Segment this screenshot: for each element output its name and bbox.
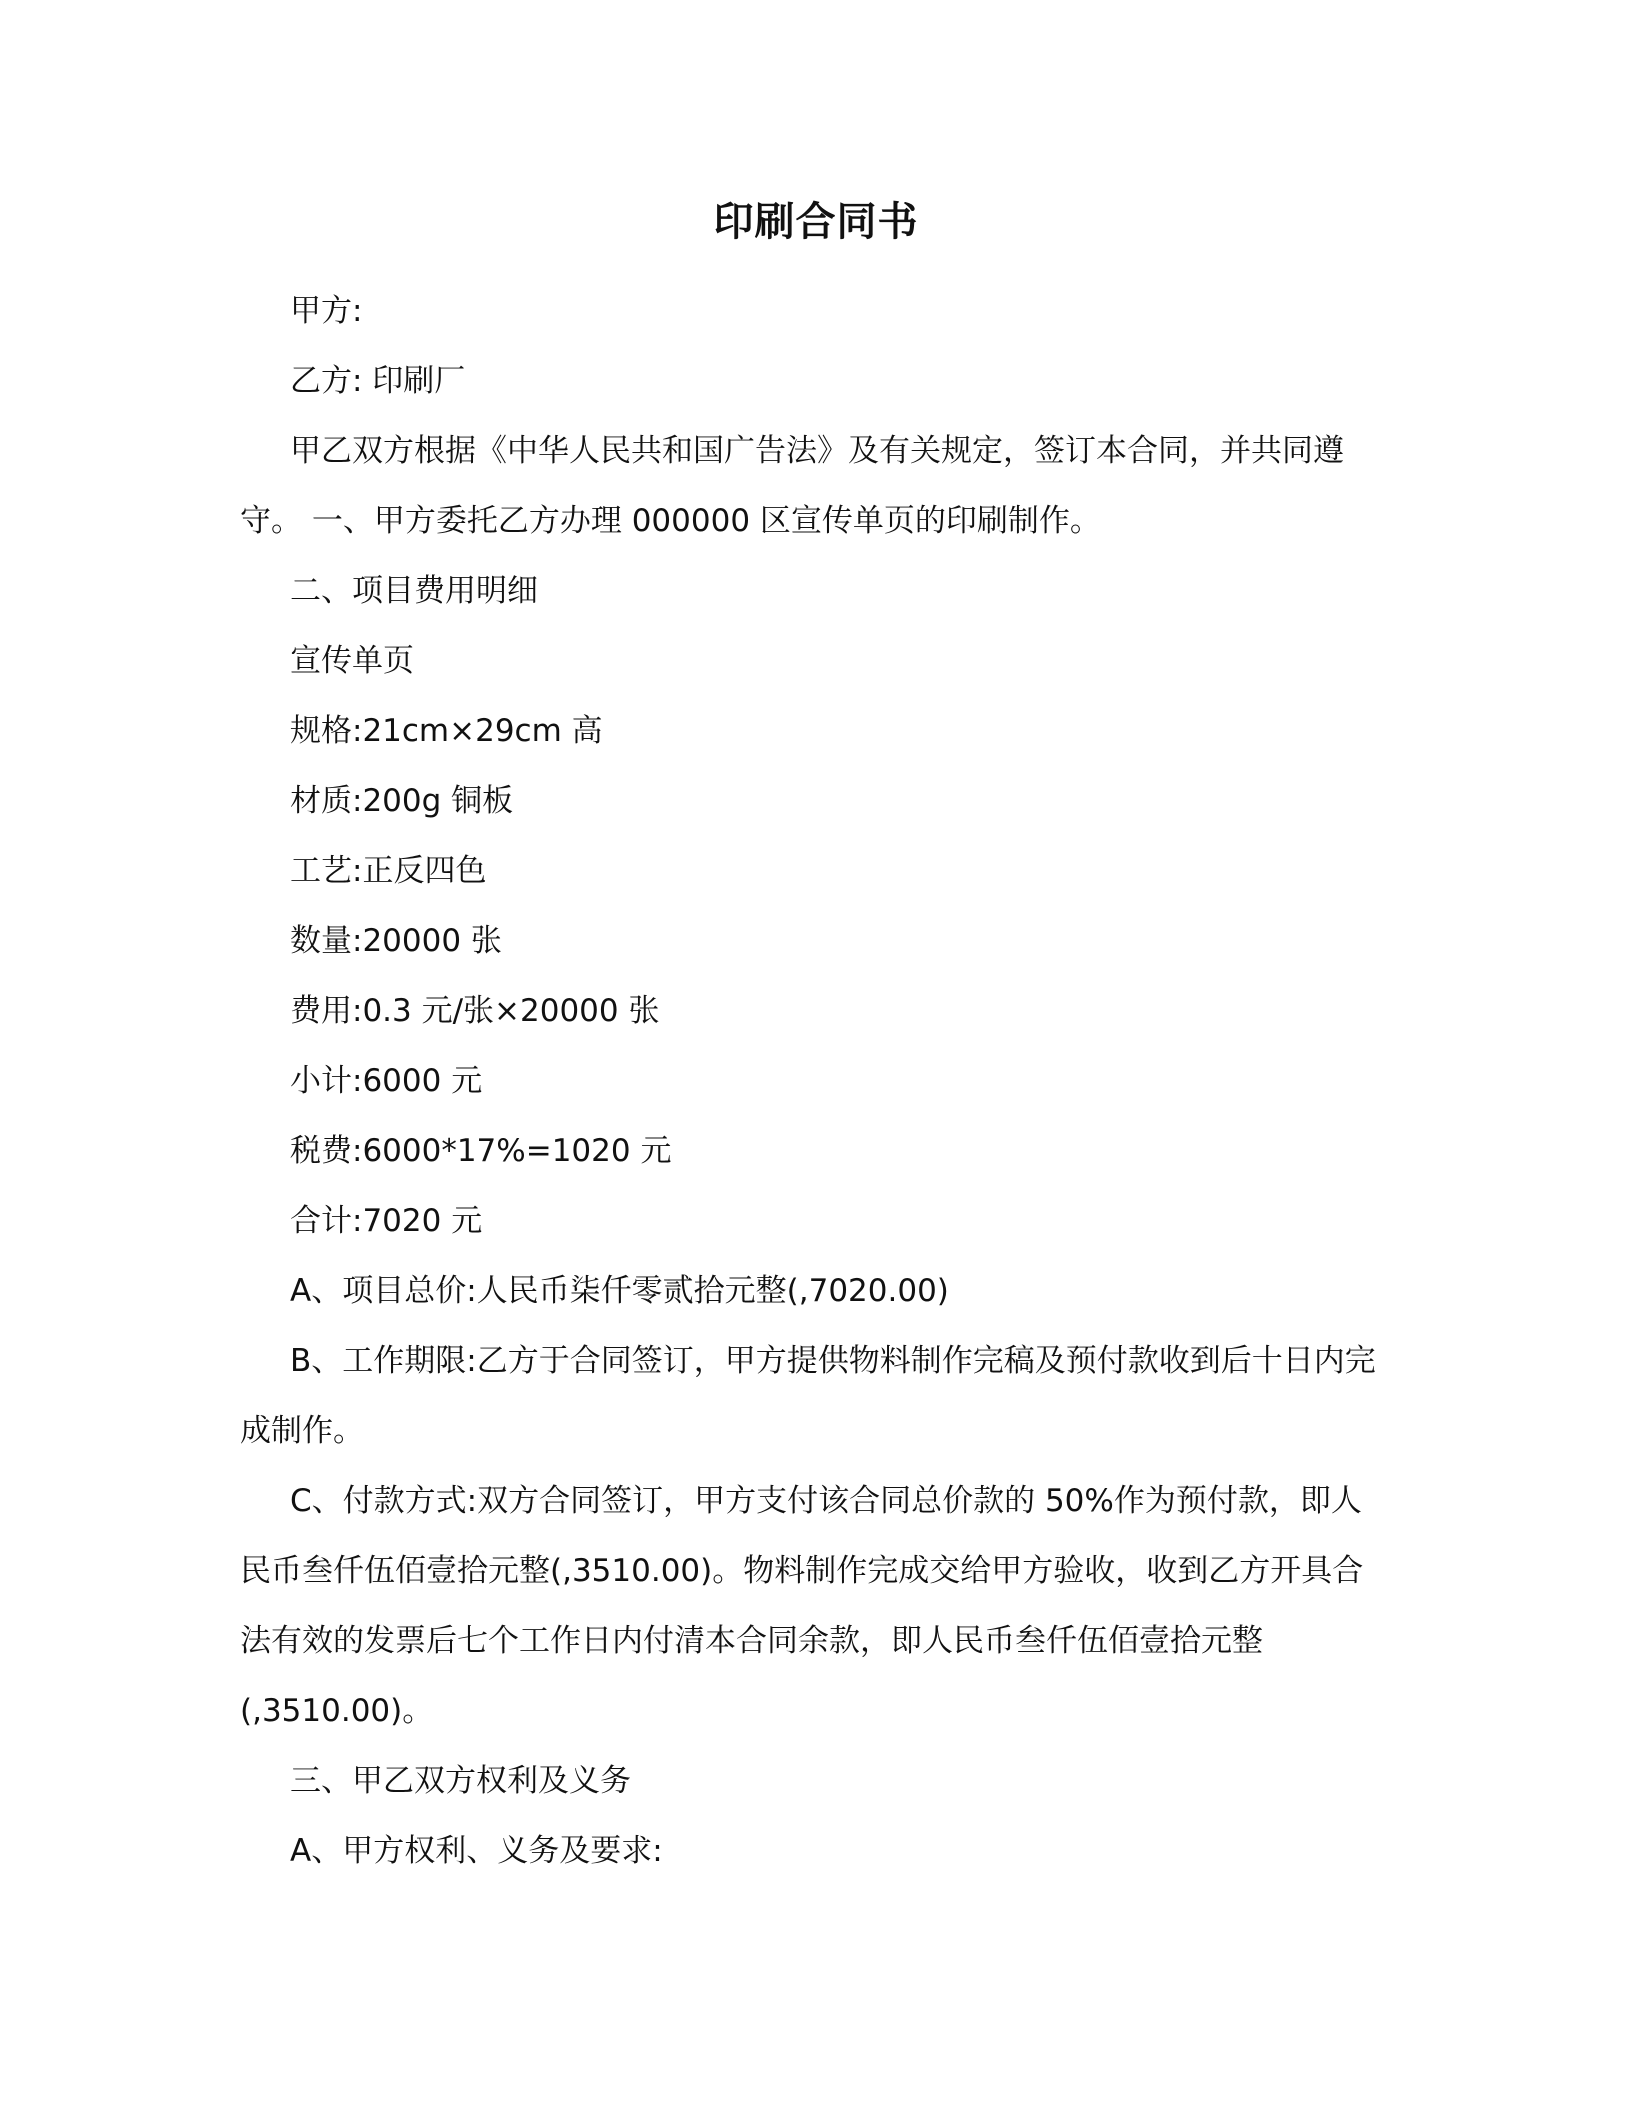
party-b-line: 乙方: 印刷厂 [290, 363, 466, 399]
section-two-heading: 二、项目费用明细 [290, 573, 538, 609]
party-a-line: 甲方: [290, 293, 363, 329]
spec-process: 工艺:正反四色 [290, 853, 487, 889]
spec-cost: 费用:0.3 元/张×20000 张 [290, 993, 660, 1029]
item-name: 宣传单页 [290, 643, 414, 679]
section-three-heading: 三、甲乙双方权利及义务 [290, 1763, 631, 1799]
preamble-paragraph: 甲乙双方根据《中华人民共和国广告法》及有关规定，签订本合同，并共同遵守。 一、甲方委托乙方办理 000000 区宣传单页的印刷制作。 [240, 433, 1344, 539]
clause-a-party-a-rights: A、甲方权利、义务及要求: [290, 1833, 663, 1869]
total-line: 合计:7020 元 [290, 1203, 483, 1239]
document-title: 印刷合同书 [713, 199, 919, 245]
spec-material: 材质:200g 铜板 [290, 783, 514, 819]
clause-c-payment: C、付款方式:双方合同签订，甲方支付该合同总价款的 50%作为预付款，即人民币叁仟伍佰壹拾元整(,3510.00)。物料制作完成交给甲方验收，收到乙方开具合法有效的发票后七个工作日内付清本合同余款，即人民币叁仟伍佰壹拾元整(,3510.00)。 [240, 1483, 1364, 1729]
spec-quantity: 数量:20000 张 [290, 923, 502, 959]
subtotal-line: 小计:6000 元 [290, 1063, 483, 1099]
document-body [240, 276, 1376, 1886]
clause-a-total-price: A、项目总价:人民币柒仟零贰拾元整(,7020.00) [290, 1273, 949, 1309]
spec-size: 规格:21cm×29cm 高 [290, 713, 603, 749]
tax-line: 税费:6000*17%=1020 元 [290, 1133, 672, 1169]
clause-b-work-period: B、工作期限:乙方于合同签订，甲方提供物料制作完稿及预付款收到后十日内完成制作。 [240, 1343, 1376, 1449]
